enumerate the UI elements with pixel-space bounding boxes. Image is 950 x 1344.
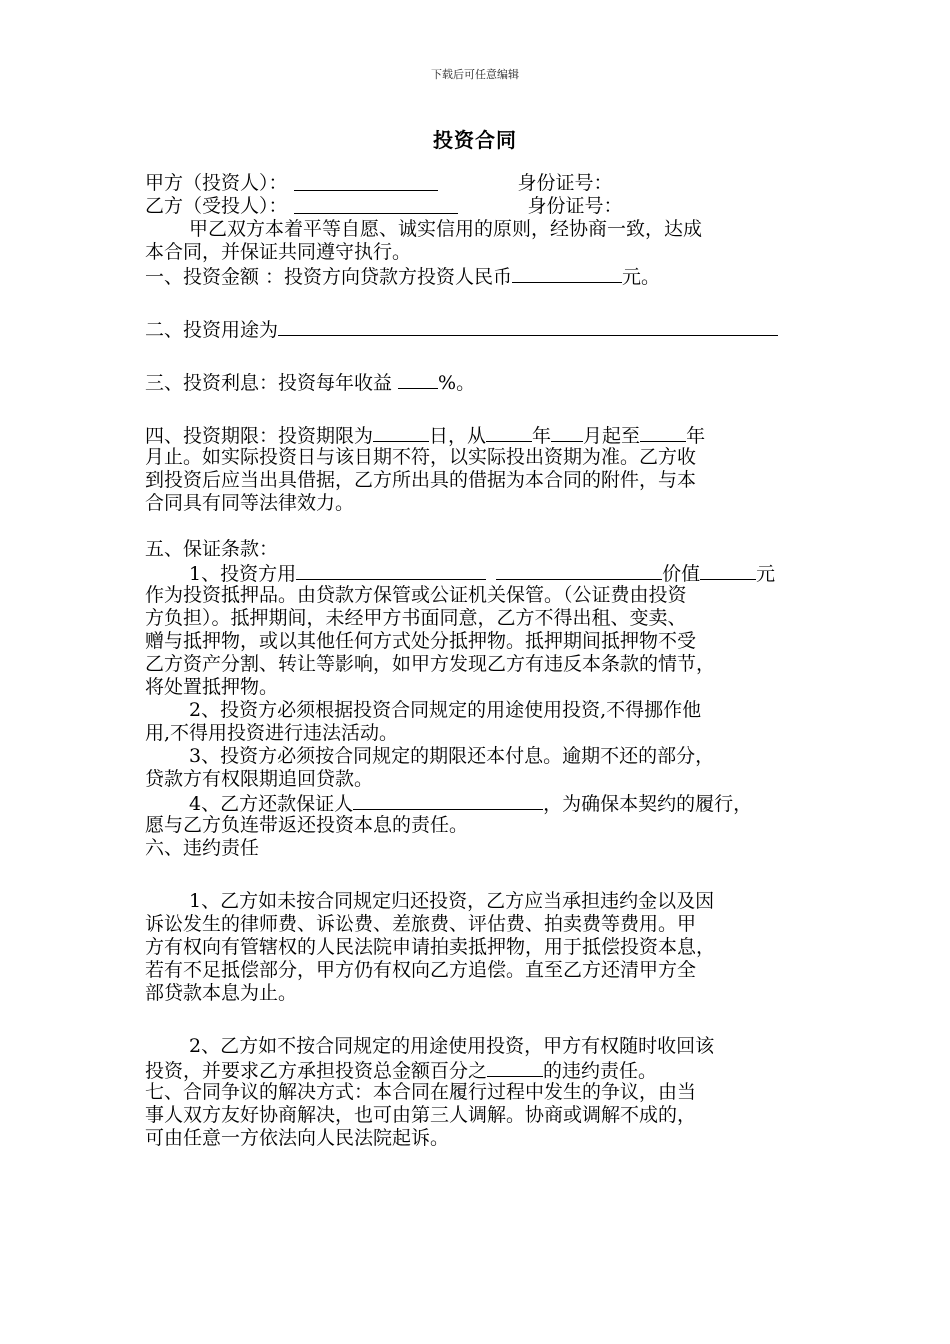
section-3-suffix: %。 <box>438 372 476 394</box>
collateral-blank-2[interactable] <box>496 561 662 580</box>
section-5-3-line-2: 贷款方有权限期追回贷款。 <box>145 768 374 790</box>
section-5-2-line-2: 用,不得用投资进行违法活动。 <box>145 722 399 744</box>
party-b-name-blank[interactable] <box>294 195 458 214</box>
party-b-id-label: 身份证号： <box>527 195 623 217</box>
section-7-line-1: 七、合同争议的解决方式：本合同在履行过程中发生的争议，由当 <box>145 1081 697 1103</box>
section-5-1-text-b: 价值 <box>662 563 701 585</box>
amount-blank[interactable] <box>512 264 622 283</box>
section-4-term-line-1 <box>145 423 825 446</box>
section-4-line-2: 月止。如实际投资日与该日期不符，以实际投出资期为准。乙方收 <box>145 446 697 468</box>
section-4-text-d: 月起至 <box>583 425 641 447</box>
start-month-blank[interactable] <box>551 423 583 442</box>
section-5-4-text-a: 4、乙方还款保证人 <box>189 793 354 815</box>
section-5-1-line-3: 方负担）。抵押期间，未经甲方书面同意，乙方不得出租、变卖、 <box>145 607 687 629</box>
section-5-1-line-2: 作为投资抵押品。由贷款方保管或公证机关保管。（公证费由投资 <box>145 584 687 606</box>
section-5-4-line-1 <box>145 791 825 814</box>
party-b-row <box>145 195 825 218</box>
section-1-amount <box>145 264 825 287</box>
section-6-2-text-b: 的违约责任。 <box>543 1060 658 1082</box>
section-1-text: 一、投资金额 ：投资方向贷款方投资人民币 <box>145 266 513 288</box>
section-5-1-line-4: 赠与抵押物，或以其他任何方式处分抵押物。抵押期间抵押物不受 <box>145 630 697 652</box>
interest-blank[interactable] <box>398 370 438 389</box>
section-5-4-text-b: ，为确保本契约的履行， <box>543 793 753 815</box>
section-6-2-text-a: 投资，并要求乙方承担投资总金额百分之 <box>145 1060 488 1082</box>
section-6-2-line-1: 2、乙方如不按合同规定的用途使用投资，甲方有权随时收回该 <box>189 1035 715 1057</box>
section-5-3-line-1: 3、投资方必须按合同规定的期限还本付息。逾期不还的部分， <box>189 745 715 767</box>
guarantor-blank[interactable] <box>353 791 543 810</box>
section-3-interest <box>145 370 825 393</box>
end-year-blank[interactable] <box>640 423 686 442</box>
party-a-row <box>145 172 825 195</box>
start-year-blank[interactable] <box>486 423 532 442</box>
party-a-name-blank[interactable] <box>294 172 438 191</box>
section-6-1-line-1: 1、乙方如未按合同规定归还投资，乙方应当承担违约金以及因 <box>189 890 715 912</box>
intro-line-2: 本合同，并保证共同遵守执行。 <box>145 241 412 263</box>
section-1-suffix: 元。 <box>622 266 661 288</box>
section-6-2-line-2 <box>145 1058 825 1081</box>
section-7-line-3: 可由任意一方依法向人民法院起诉。 <box>145 1127 450 1149</box>
section-2-purpose <box>145 317 825 340</box>
section-5-1-text-c: 元 <box>756 563 776 585</box>
section-6-title: 六、违约责任 <box>145 837 260 859</box>
section-4-text-e: 年 <box>686 425 706 447</box>
section-4-line-4: 合同具有同等法律效力。 <box>145 492 355 514</box>
section-5-2-line-1: 2、投资方必须根据投资合同规定的用途使用投资,不得挪作他 <box>189 699 702 721</box>
section-5-1-line-5: 乙方资产分割、转让等影响，如甲方发现乙方有违反本条款的情节， <box>145 653 716 675</box>
section-5-1-text-a: 1、投资方用 <box>189 563 297 585</box>
section-4-text-a: 四、投资期限：投资期限为 <box>145 425 374 447</box>
section-6-1-line-2: 诉讼发生的律师费、诉讼费、差旅费、评估费、拍卖费等费用。甲 <box>145 913 697 935</box>
penalty-percent-blank[interactable] <box>487 1058 543 1077</box>
intro-line-1: 甲乙双方本着平等自愿、诚实信用的原则，经协商一致，达成 <box>189 218 703 240</box>
section-4-text-c: 年 <box>532 425 552 447</box>
section-6-1-line-4: 若有不足抵偿部分，甲方仍有权向乙方追偿。直至乙方还清甲方全 <box>145 959 697 981</box>
purpose-blank[interactable] <box>278 317 778 336</box>
collateral-value-blank[interactable] <box>700 561 756 580</box>
term-days-blank[interactable] <box>373 423 429 442</box>
party-a-id-label: 身份证号： <box>517 172 613 194</box>
party-a-label: 甲方（投资人）： <box>145 172 288 194</box>
party-b-label: 乙方（受投人）： <box>145 195 288 217</box>
section-5-1-line-6: 将处置抵押物。 <box>145 676 279 698</box>
section-7-line-2: 事人双方友好协商解决，也可由第三人调解。协商或调解不成的， <box>145 1104 697 1126</box>
contract-body <box>145 172 825 1150</box>
section-4-text-b: 日，从 <box>429 425 487 447</box>
section-4-line-3: 到投资后应当出具借据，乙方所出具的借据为本合同的附件，与本 <box>145 469 697 491</box>
section-2-text: 二、投资用途为 <box>145 319 279 341</box>
section-6-1-line-5: 部贷款本息为止。 <box>145 982 298 1004</box>
section-5-1-line-1 <box>145 561 825 584</box>
section-5-title: 五、保证条款： <box>145 538 279 560</box>
section-5-4-line-2: 愿与乙方负连带返还投资本息的责任。 <box>145 814 469 836</box>
document-title: 投资合同 <box>433 128 517 152</box>
section-3-text: 三、投资利息：投资每年收益 <box>145 372 399 394</box>
header-note: 下载后可任意编辑 <box>431 68 519 81</box>
section-6-1-line-3: 方有权向有管辖权的人民法院申请拍卖抵押物，用于抵偿投资本息， <box>145 936 716 958</box>
collateral-blank-1[interactable] <box>296 561 486 580</box>
